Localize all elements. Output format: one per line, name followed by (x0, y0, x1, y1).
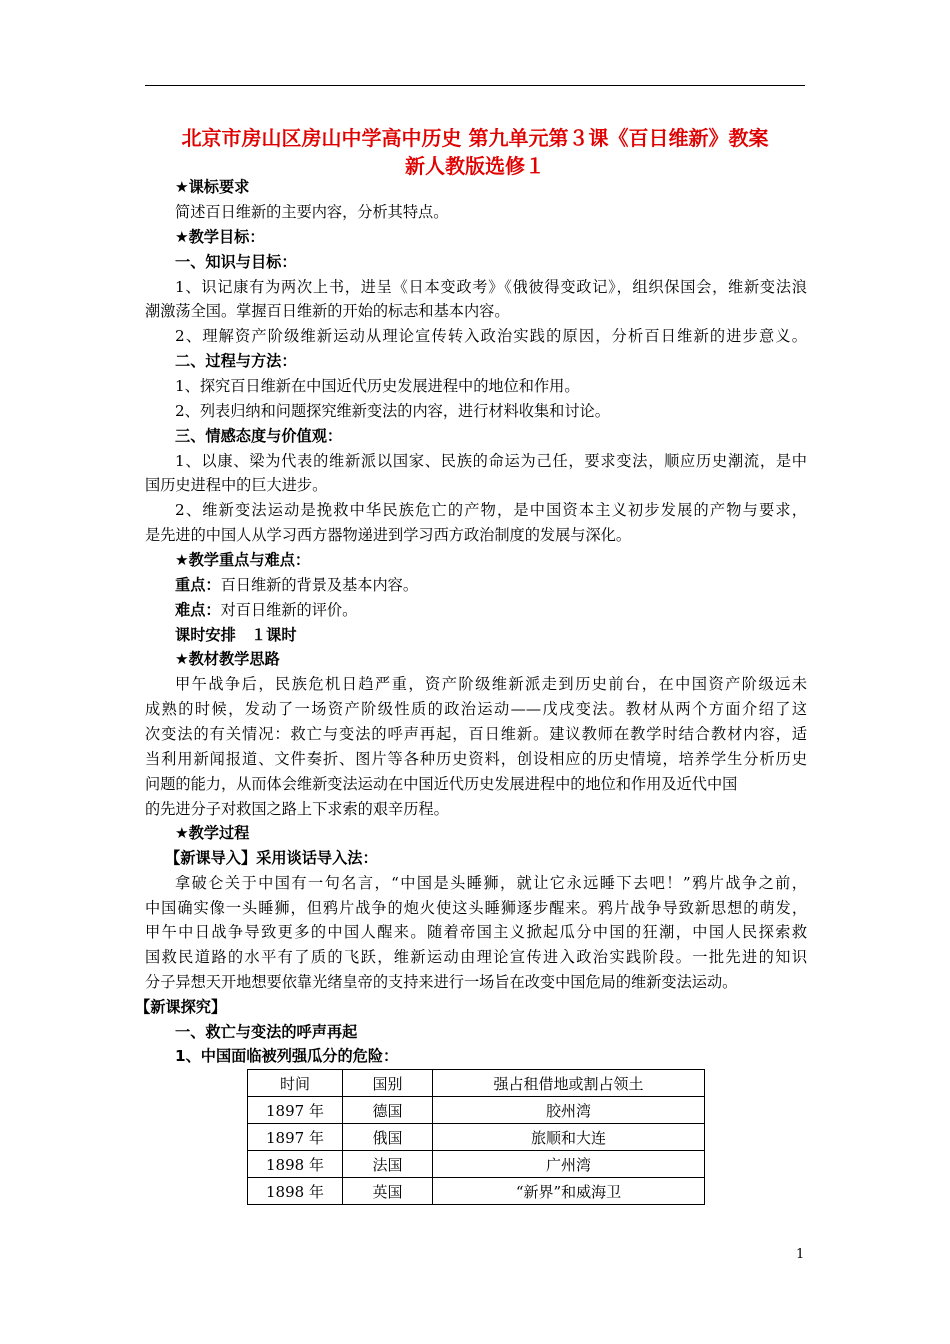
heading-objectives: ★教学目标： (175, 228, 265, 246)
table-header-cell: 时间 (248, 1070, 343, 1097)
paragraph: 简述百日维新的主要内容，分析其特点。 (175, 203, 449, 221)
paragraph-line: 1、以康、梁为代表的维新派以国家、民族的命运为己任，要求变法，顺应历史潮流，是中 (175, 452, 807, 470)
key-point-text: 百日维新的背景及基本内容。 (220, 576, 418, 594)
paragraph-line: 次变法的有关情况：救亡与变法的呼声再起，百日维新。建议教师在教学时结合教材内容，适 (145, 725, 807, 743)
paragraph-line: 国历史进程中的巨大进步。 (145, 476, 328, 494)
subsection-heading: 1、中国面临被列强瓜分的危险： (175, 1047, 399, 1065)
paragraph-line: 的先进分子对救国之路上下求索的艰辛历程。 (145, 800, 449, 818)
paragraph-line: 中国确实像一头睡狮，但鸦片战争的炮火使这头睡狮逐步醒来。鸦片战争导致新思想的萌发， (145, 899, 807, 917)
document-title-line-2: 新人教版选修１ (405, 154, 545, 178)
table-cell: 广州湾 (433, 1151, 705, 1178)
table-cell: 俄国 (343, 1124, 433, 1151)
heading-curriculum: ★课标要求 (175, 178, 250, 196)
class-schedule: 课时安排 １课时 (175, 626, 297, 644)
heading-lesson-intro: 【新课导入】采用谈话导入法： (165, 849, 378, 867)
paragraph-line: 2、维新变法运动是挽救中华民族危亡的产物，是中国资本主义初步发展的产物与要求， (175, 501, 807, 519)
table-cell: 法国 (343, 1151, 433, 1178)
paragraph-line: 是先进的中国人从学习西方器物递进到学习西方政治制度的发展与深化。 (145, 526, 631, 544)
table-cell: 旅顺和大连 (433, 1124, 705, 1151)
paragraph-line: 甲午战争后，民族危机日趋严重，资产阶级维新派走到历史前台，在中国资产阶级远未 (175, 675, 807, 693)
paragraph-line: 甲午中日战争导致更多的中国人醒来。随着帝国主义掀起瓜分中国的狂潮，中国人民探索救 (145, 923, 807, 941)
table-header-row (248, 1070, 705, 1097)
table-cell: 胶州湾 (433, 1097, 705, 1124)
heading-teaching-process: ★教学过程 (175, 824, 250, 842)
section-heading: 一、救亡与变法的呼声再起 (175, 1023, 358, 1041)
paragraph-line: 潮激荡全国。掌握百日维新的开始的标志和基本内容。 (145, 302, 510, 320)
paragraph-line: 1、探究百日维新在中国近代历史发展进程中的地位和作用。 (175, 377, 580, 395)
table-cell: 1898 年 (248, 1151, 343, 1178)
difficulty-label: 难点： (175, 601, 221, 619)
paragraph-line: 2、理解资产阶级维新运动从理论宣传转入政治实践的原因，分析百日维新的进步意义。 (175, 327, 807, 345)
subheading-knowledge: 一、知识与目标： (175, 253, 297, 271)
difficulty-text: 对百日维新的评价。 (220, 601, 358, 619)
paragraph-line: 拿破仑关于中国有一句名言，“中国是头睡狮，就让它永远睡下去吧！”鸦片战争之前， (175, 874, 807, 892)
header-rule (145, 85, 805, 86)
table-header-cell: 强占租借地或割占领土 (433, 1070, 705, 1097)
table-cell: 1898 年 (248, 1178, 343, 1205)
table-header-cell: 国别 (343, 1070, 433, 1097)
subheading-values: 三、情感态度与价值观： (175, 427, 343, 445)
document-title-line-1: 北京市房山区房山中学高中历史 第九单元第３课《百日维新》教案 (181, 126, 769, 150)
paragraph-line: 国救民道路的水平有了质的飞跃，维新运动由理论宣传进入政治实践阶段。一批先进的知识 (145, 948, 807, 966)
table-row (248, 1124, 705, 1151)
table-cell: 1897 年 (248, 1124, 343, 1151)
subheading-process: 二、过程与方法： (175, 352, 297, 370)
paragraph-line: 1、识记康有为两次上书，进呈《日本变政考》《俄彼得变政记》，组织保国会，维新变法浪 (175, 278, 807, 296)
paragraph-line: 分子异想天开地想要依靠光绪皇帝的支持来进行一场旨在改变中国危局的维新变法运动。 (145, 973, 738, 991)
table-row (248, 1151, 705, 1178)
heading-new-lesson: 【新课探究】 (135, 998, 227, 1016)
table-row (248, 1097, 705, 1124)
heading-key-points: ★教学重点与难点： (175, 551, 311, 569)
table-cell: 1897 年 (248, 1097, 343, 1124)
paragraph-line: 问题的能力，从而体会维新变法运动在中国近代历史发展进程中的地位和作用及近代中国 (145, 775, 738, 793)
page-number: 1 (796, 1247, 805, 1262)
key-point-line (175, 575, 807, 595)
table-row (248, 1178, 705, 1205)
paragraph-line: 2、列表归纳和问题探究维新变法的内容，进行材料收集和讨论。 (175, 402, 610, 420)
paragraph-line: 当利用新闻报道、文件奏折、图片等各种历史资料，创设相应的历史情境，培养学生分析历史 (145, 750, 807, 768)
table-cell: 德国 (343, 1097, 433, 1124)
difficulty-line (175, 600, 807, 620)
key-point-label: 重点： (175, 576, 221, 594)
table-cell: “新界”和威海卫 (433, 1178, 705, 1205)
table-cell: 英国 (343, 1178, 433, 1205)
partition-table (247, 1069, 705, 1205)
heading-teaching-approach: ★教材教学思路 (175, 650, 280, 668)
paragraph-line: 成熟的时候，发动了一场资产阶级性质的政治运动——戊戌变法。教材从两个方面介绍了这 (145, 700, 807, 718)
